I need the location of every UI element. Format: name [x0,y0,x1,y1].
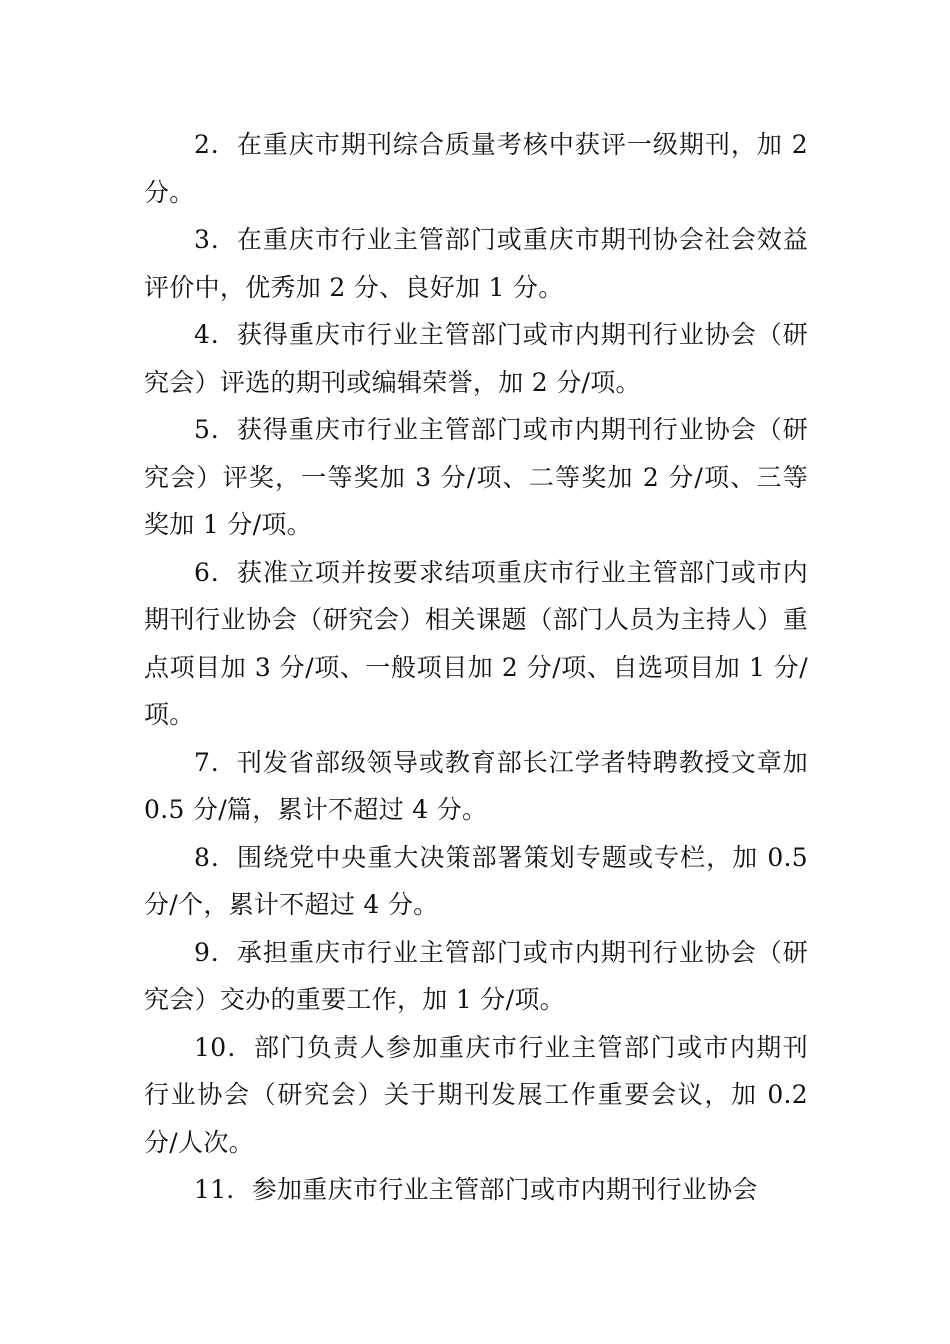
item-5-paragraph: 5．获得重庆市行业主管部门或市内期刊行业协会（研究会）评奖，一等奖加 3 分/项、二等奖加 2 分/项、三等奖加 1 分/项。 [144,415,808,539]
item-4-paragraph: 4．获得重庆市行业主管部门或市内期刊行业协会（研究会）评选的期刊或编辑荣誉，加 2 分/项。 [144,320,808,397]
item-11-paragraph: 11．参加重庆市行业主管部门或市内期刊行业协会 [194,1175,758,1204]
item-2-paragraph: 2．在重庆市期刊综合质量考核中获评一级期刊，加 2 分。 [144,130,808,207]
item-9-paragraph: 9．承担重庆市行业主管部门或市内期刊行业协会（研究会）交办的重要工作，加 1 分/项。 [144,937,808,1014]
item-7-paragraph: 7．刊发省部级领导或教育部长江学者特聘教授文章加 0.5 分/篇，累计不超过 4 分。 [144,747,808,824]
item-8-paragraph: 8．围绕党中央重大决策部署策划专题或专栏，加 0.5 分/个，累计不超过 4 分。 [144,842,808,919]
item-6-paragraph: 6．获准立项并按要求结项重庆市行业主管部门或市内期刊行业协会（研究会）相关课题（部门人员为主持人）重点项目加 3 分/项、一般项目加 2 分/项、自选项目加 1 分/项。 [144,557,808,729]
item-10-paragraph: 10．部门负责人参加重庆市行业主管部门或市内期刊行业协会（研究会）关于期刊发展工作重要会议，加 0.2 分/人次。 [144,1032,808,1157]
item-3-paragraph: 3．在重庆市行业主管部门或重庆市期刊协会社会效益评价中，优秀加 2 分、良好加 1 分。 [144,225,808,302]
document-body [144,121,808,1214]
